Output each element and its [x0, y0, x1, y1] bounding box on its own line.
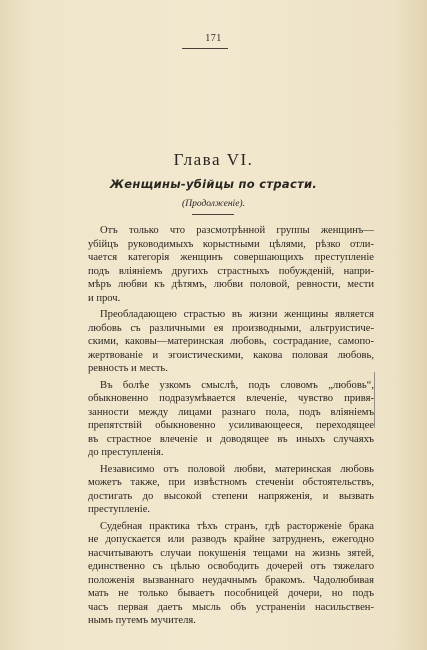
- text-line: Преобладающею страстью въ жизни женщины является: [100, 309, 374, 320]
- text-line: и проч.: [88, 292, 121, 304]
- paragraph: [88, 520, 374, 628]
- text-line: положенія вызваннаго неудачнымъ бракомъ. Чадолюбивая: [88, 574, 374, 586]
- text-line: не допускается или разводъ крайне затрудненъ, ежегодно: [88, 534, 374, 545]
- text-line: Судебная практика тѣхъ странъ, гдѣ расторженіе брака: [100, 520, 374, 532]
- header-rule: [182, 48, 228, 49]
- text-line: нымъ путемъ мучителя.: [88, 615, 196, 626]
- text-line: Въ болѣе узкомъ смыслѣ, подъ словомъ „любовь“,: [100, 379, 374, 391]
- text-line: насчитываютъ случаи покушенія тещами на жизнь зятей,: [88, 547, 374, 559]
- continued-note: (Продолженіе).: [182, 199, 245, 209]
- paragraph: [88, 308, 374, 376]
- text-line: до преступленія.: [88, 447, 164, 458]
- text-line: достигать до высокой степени напряженія, и вызвать: [88, 490, 374, 502]
- text-line: единственно съ цѣлью освободить дочерей отъ тяжелаго: [88, 561, 374, 572]
- text-line: ревность и месть.: [88, 363, 168, 374]
- body-text: [88, 224, 374, 631]
- text-line: скими, каковы—материнская любовь, сострадание, самопо-: [88, 336, 374, 347]
- section-rule: [192, 214, 234, 215]
- text-line: занности между лицами разнаго пола, подъ вліяніемъ: [88, 406, 374, 418]
- text-line: преступленіе.: [88, 504, 151, 515]
- text-line: жертвованіе и эгоистическими, какова половая любовь,: [88, 349, 374, 361]
- text-line: въ страстное влеченіе и доводящее въ иныхъ случаяхъ: [88, 433, 374, 445]
- chapter-title: Глава VI.: [173, 150, 254, 169]
- text-line: Отъ только что разсмотрѣнной группы женщинъ—: [100, 225, 374, 236]
- text-line: мѣръ любви къ дѣтямъ, любви половой, ревности, мести: [88, 279, 374, 290]
- text-line: убійцъ руководимыхъ корыстными цѣлями, рѣзко отли-: [88, 238, 374, 250]
- text-line: подъ вліяніемъ другихъ страстныхъ побужденій, напри-: [88, 265, 374, 277]
- text-line: Независимо отъ половой любви, материнская любовь: [100, 463, 374, 475]
- page-number: 171: [205, 33, 222, 44]
- text-line: мать не только бываетъ пособницей дочери, но подъ: [88, 588, 374, 599]
- text-line: обыкновенно подразумѣвается влеченіе, чувство привя-: [88, 393, 374, 404]
- paragraph: [88, 379, 374, 460]
- text-line: часъ первая даетъ мысль объ устраненіи насильствен-: [88, 601, 374, 613]
- paragraph: [88, 224, 374, 305]
- paragraph: [88, 463, 374, 517]
- text-line: любовь съ различными ея производными, альтруистиче-: [88, 322, 374, 334]
- text-line: чается категорія женщинъ совершающихъ преступленіе: [88, 252, 374, 263]
- text-line: можетъ также, при извѣстномъ стеченіи обстоятельствъ,: [88, 477, 374, 488]
- chapter-subtitle: Женщины-убійцы по страсти.: [109, 177, 318, 191]
- margin-pencil-mark: [371, 372, 375, 428]
- text-line: препятствій обыкновенно усиливающееся, переходящее: [88, 420, 374, 431]
